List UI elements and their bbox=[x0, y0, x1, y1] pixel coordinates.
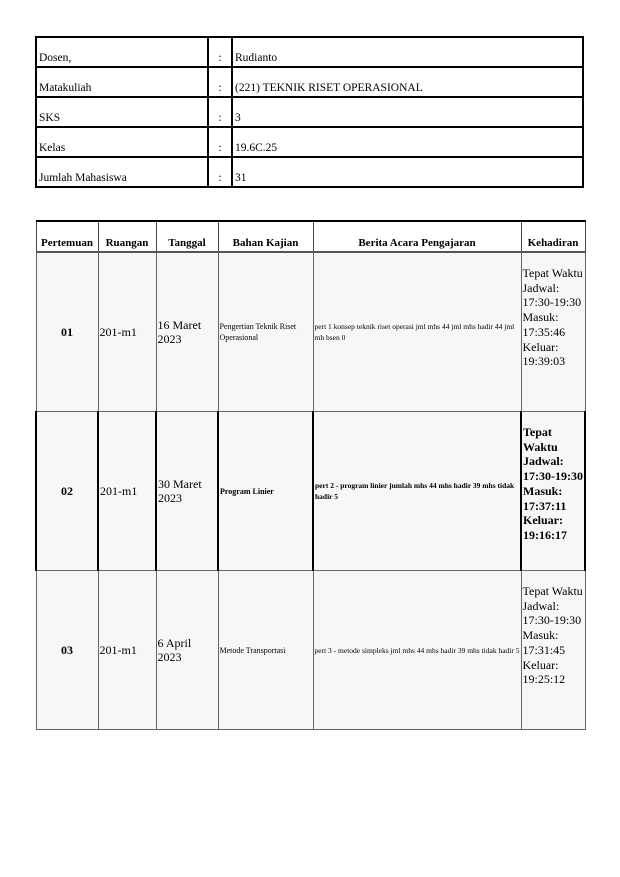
info-separator: : bbox=[208, 37, 232, 67]
date-cell: 16 Maret 2023 bbox=[156, 252, 218, 412]
info-separator: : bbox=[208, 67, 232, 97]
attendance-cell bbox=[521, 252, 585, 412]
header-date: Tanggal bbox=[156, 221, 218, 252]
table-row bbox=[36, 571, 585, 730]
topic-cell: Pengertian Teknik Riset Operasional bbox=[218, 252, 313, 412]
info-label: Kelas bbox=[36, 127, 208, 157]
attendance-status: Tepat Waktu bbox=[523, 425, 558, 454]
info-row-lecturer bbox=[36, 37, 583, 67]
attendance-cell bbox=[521, 571, 585, 730]
info-row-class bbox=[36, 127, 583, 157]
attendance-table bbox=[35, 220, 586, 730]
attendance-in: Masuk: 17:31:45 bbox=[522, 628, 566, 657]
info-row-course bbox=[36, 67, 583, 97]
meeting-number: 03 bbox=[36, 571, 98, 730]
header-topic: Bahan Kajian bbox=[218, 221, 313, 252]
room-cell: 201-m1 bbox=[98, 252, 156, 412]
date-cell: 30 Maret 2023 bbox=[156, 412, 218, 571]
attendance-schedule: Jadwal: 17:30-19:30 bbox=[522, 280, 582, 310]
attendance-out: Keluar: 19:39:03 bbox=[522, 339, 566, 369]
header-notes: Berita Acara Pengajaran bbox=[313, 221, 521, 252]
room-cell: 201-m1 bbox=[98, 412, 156, 571]
attendance-header-row bbox=[36, 221, 585, 252]
info-value: 19.6C.25 bbox=[232, 127, 583, 157]
info-separator: : bbox=[208, 157, 232, 187]
header-meeting: Pertemuan bbox=[36, 221, 98, 252]
info-separator: : bbox=[208, 127, 232, 157]
info-value: (221) TEKNIK RISET OPERASIONAL bbox=[232, 67, 583, 97]
table-row bbox=[36, 412, 585, 571]
course-info-table bbox=[35, 36, 584, 188]
date-cell: 6 April 2023 bbox=[156, 571, 218, 730]
info-value: 3 bbox=[232, 97, 583, 127]
attendance-cell bbox=[521, 412, 585, 571]
info-label: Matakuliah bbox=[36, 67, 208, 97]
attendance-in: Masuk: 17:35:46 bbox=[522, 310, 566, 339]
attendance-status: Tepat Waktu bbox=[522, 266, 583, 280]
room-cell: 201-m1 bbox=[98, 571, 156, 730]
topic-cell: Metode Transportasi bbox=[218, 571, 313, 730]
info-row-credits bbox=[36, 97, 583, 127]
info-value: 31 bbox=[232, 157, 583, 187]
info-label: SKS bbox=[36, 97, 208, 127]
info-value: Rudianto bbox=[232, 37, 583, 67]
info-row-students bbox=[36, 157, 583, 187]
info-separator: : bbox=[208, 97, 232, 127]
attendance-out: Keluar: 19:16:17 bbox=[523, 513, 567, 542]
table-row bbox=[36, 252, 585, 412]
attendance-schedule: Jadwal: 17:30-19:30 bbox=[522, 598, 582, 628]
meeting-number: 01 bbox=[36, 252, 98, 412]
attendance-section bbox=[35, 220, 584, 730]
attendance-in: Masuk: 17:37:11 bbox=[523, 483, 567, 513]
attendance-status: Tepat Waktu bbox=[522, 584, 583, 598]
attendance-schedule: Jadwal: 17:30-19:30 bbox=[523, 454, 583, 484]
topic-cell: Program Linier bbox=[218, 412, 313, 571]
info-label: Jumlah Mahasiswa bbox=[36, 157, 208, 187]
notes-cell: pert 2 - program linier jumlah mhs 44 mhs hadir 39 mhs tidak hadir 5 bbox=[313, 412, 521, 571]
attendance-out: Keluar: 19:25:12 bbox=[522, 657, 566, 687]
notes-cell: pert 3 - metode simpleks jml mhs 44 mhs hadir 39 mhs tidak hadir 5 bbox=[313, 571, 521, 730]
header-attendance: Kehadiran bbox=[521, 221, 585, 252]
meeting-number: 02 bbox=[36, 412, 98, 571]
header-room: Ruangan bbox=[98, 221, 156, 252]
notes-cell: pert 1 konsep teknik riset operasi jml mhs 44 jml mhs hadir 44 jml mh bsen 0 bbox=[313, 252, 521, 412]
info-label: Dosen, bbox=[36, 37, 208, 67]
